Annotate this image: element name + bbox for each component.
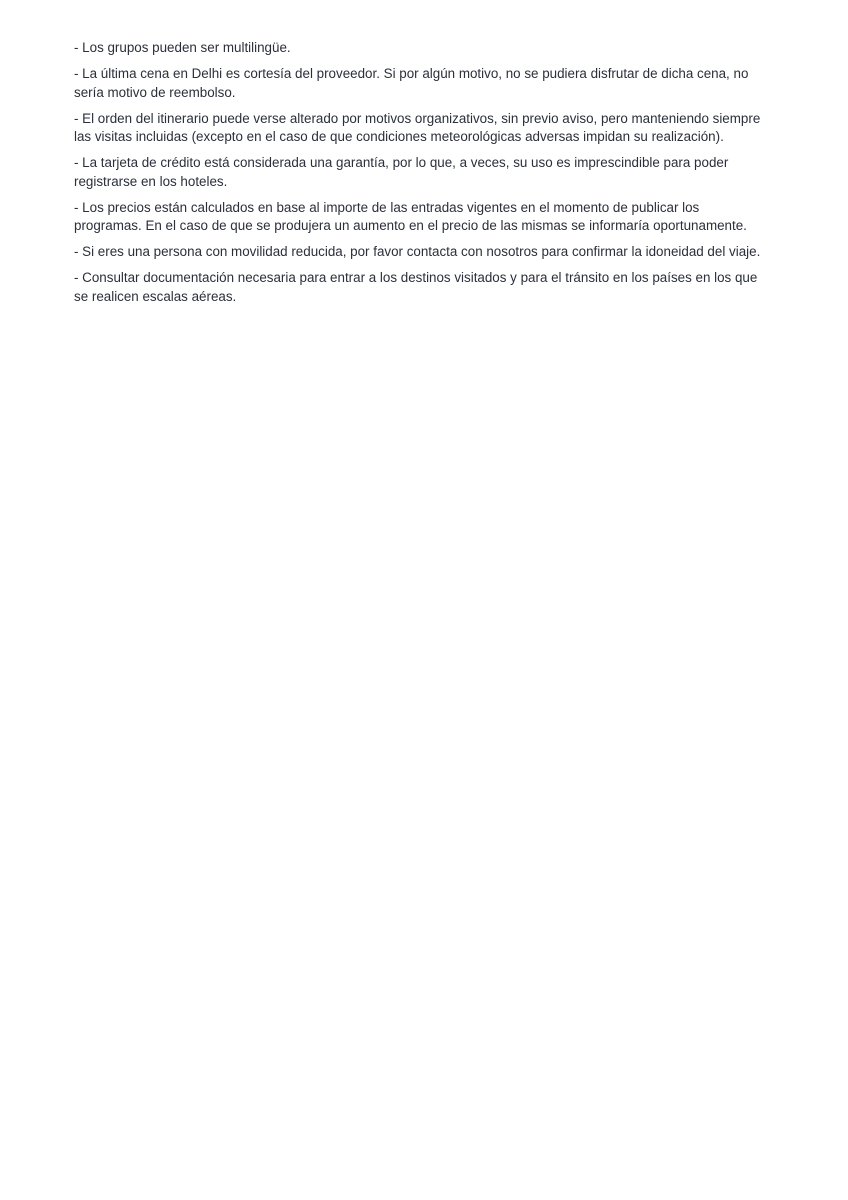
notes-list: [74, 39, 764, 314]
note-item: - Si eres una persona con movilidad reducida, por favor contacta con nosotros para confirmar la idoneidad del viaje.: [74, 244, 761, 259]
note-item: - Los grupos pueden ser multilingüe.: [74, 40, 291, 55]
note-item: - Consultar documentación necesaria para entrar a los destinos visitados y para el tránsito en los países en los que se realicen escalas aéreas.: [74, 270, 758, 304]
note-item: - El orden del itinerario puede verse alterado por motivos organizativos, sin previo aviso, pero manteniendo siempre las visitas incluidas (excepto en el caso de que condiciones meteorológicas adversas impidan su realización).: [74, 110, 761, 144]
note-item: - La última cena en Delhi es cortesía del proveedor. Si por algún motivo, no se pudiera disfrutar de dicha cena, no sería motivo de reembolso.: [74, 66, 749, 100]
note-item: - Los precios están calculados en base al importe de las entradas vigentes en el momento de publicar los programas. En el caso de que se produjera un aumento en el precio de las mismas se informaría oportunamente.: [74, 199, 747, 233]
note-item: - La tarjeta de crédito está considerada una garantía, por lo que, a veces, su uso es imprescindible para poder registrarse en los hoteles.: [74, 155, 729, 189]
